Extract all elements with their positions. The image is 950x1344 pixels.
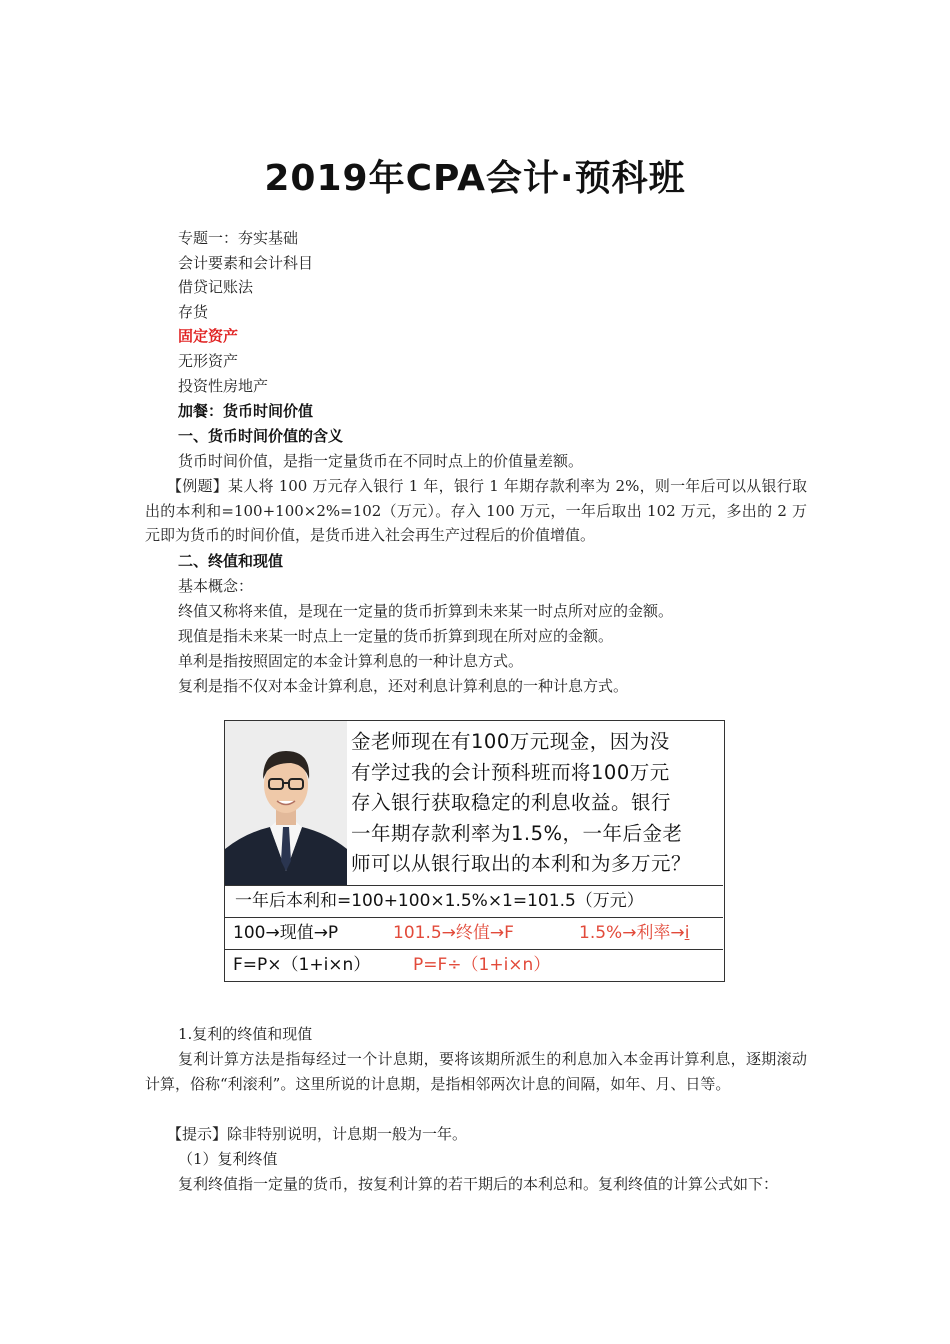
- section3-paragraph: 复利计算方法是指每经过一个计息期，要将该期所派生的利息加入本金再计算利息，逐期滚动计算，俗称“利滚利”。这里所说的计息期，是指相邻两次计息的间隔，如年、月、日等。: [145, 1050, 807, 1093]
- section2-line: 复利是指不仅对本金计算利息，还对利息计算利息的一种计息方式。: [178, 677, 629, 695]
- section2-line: 单利是指按照固定的本金计算利息的一种计息方式。: [178, 652, 524, 670]
- question-line: 存入银行获取稳定的利息收益。银行: [351, 791, 672, 814]
- example-figure: [224, 720, 725, 982]
- toc-item-current: 固定资产: [178, 327, 239, 345]
- question-line: 一年期存款利率为1.5%，一年后金老: [351, 821, 683, 845]
- section1-heading: 一、货币时间价值的含义: [178, 427, 344, 445]
- future-value-label: 101.5→终值→F: [393, 923, 514, 943]
- section2-line: 终值又称将来值，是现在一定量的货币折算到未来某一时点所对应的金额。: [178, 602, 674, 620]
- section2-heading: 二、终值和现值: [178, 552, 284, 570]
- present-value-formula: P=F÷（1+i×n）: [413, 955, 551, 975]
- section3-tip: 【提示】除非特别说明，计息期一般为一年。: [167, 1125, 468, 1143]
- section2-line: 现值是指未来某一时点上一定量的货币折算到现在所对应的金额。: [178, 627, 614, 645]
- answer-row: [225, 885, 723, 918]
- teacher-photo: [225, 721, 347, 885]
- notation-row: [225, 917, 723, 950]
- toc-item: 借贷记账法: [178, 278, 254, 296]
- section1-text: 货币时间价值，是指一定量货币在不同时点上的价值量差额。: [178, 452, 584, 470]
- interest-rate-symbol: i: [684, 923, 690, 943]
- toc-item: 投资性房地产: [178, 377, 269, 395]
- section1-example: 【例题】某人将 100 万元存入银行 1 年，银行 1 年期存款利率为 2%，则一年后可以从银行取出的本利和=100+100×2%=102（万元）。存入 100 万元，一年后取出 102 万元，多出的 2 万元即为货币的时间价值，是货币进入社会再生产过程后的价值增值。: [145, 477, 807, 545]
- present-value-label: 100→现值→P: [233, 923, 339, 943]
- section3-paragraph: 复利终值指一定量的货币，按复利计算的若干期后的本利总和。复利终值的计算公式如下：: [178, 1175, 779, 1193]
- question-line: 有学过我的会计预科班而将100万元: [351, 760, 670, 784]
- section2-line: 基本概念：: [178, 577, 254, 595]
- interest-rate-text: 1.5%→利率→: [579, 923, 685, 943]
- toc-item: 会计要素和会计科目: [178, 254, 314, 272]
- toc-item: 存货: [178, 303, 209, 321]
- interest-rate-label: [579, 918, 689, 949]
- question-line: 金老师现在有100万元现金，因为没: [351, 730, 670, 753]
- section3-subheading: （1）复利终值: [178, 1150, 278, 1168]
- section3-heading: 1.复利的终值和现值: [178, 1025, 313, 1043]
- future-value-formula: F=P×（1+i×n）: [233, 955, 371, 975]
- formula-row: [225, 949, 723, 982]
- toc-item: 无形资产: [178, 352, 239, 370]
- answer-text: 一年后本利和=100+100×1.5%×1=101.5（万元）: [235, 891, 644, 911]
- question-text: [351, 727, 721, 880]
- toc-item: 专题一：夯实基础: [178, 229, 299, 247]
- page-title: 2019年CPA会计·预科班: [264, 158, 686, 199]
- question-line: 师可以从银行取出的本利和为多万元？: [351, 852, 692, 875]
- extra-heading: 加餐：货币时间价值: [178, 402, 314, 420]
